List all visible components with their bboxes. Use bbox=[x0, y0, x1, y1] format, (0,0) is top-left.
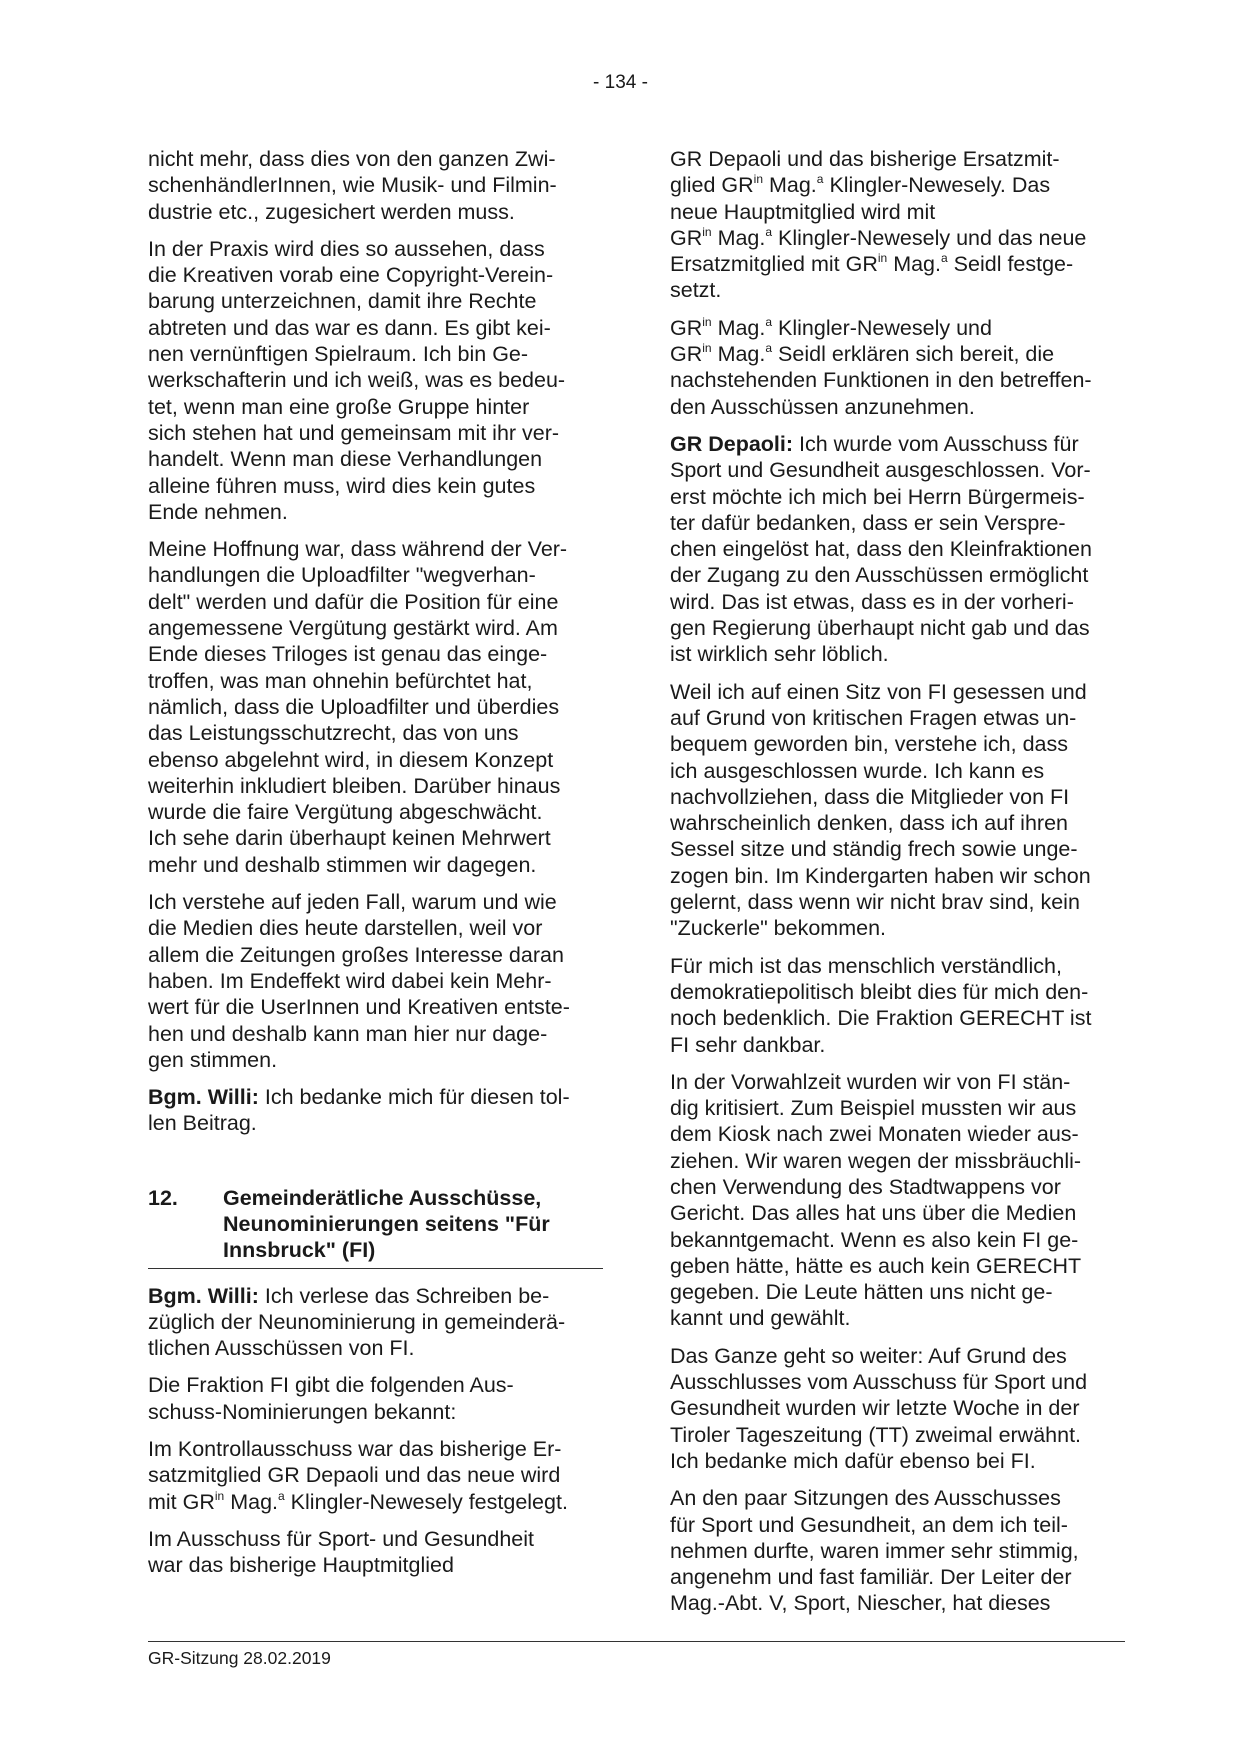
paragraph: Bgm. Willi: Ich verlese das Schreiben be- züglich der Neunominierung in gemeinderä- tlichen Ausschüssen von FI. bbox=[148, 1283, 566, 1361]
paragraph: Ich verstehe auf jeden Fall, warum und wie die Medien dies heute darstellen, weil vor allem die Zeitungen großes Interesse daran haben. Im Endeffekt wird dabei kein Mehr- wert für die UserInnen und Kreativen entste- hen und deshalb kann man hier nur dage- gen stimmen. bbox=[148, 890, 570, 1072]
paragraph: $GR^{in}$ Mag.$^a$ Klingler-Newesely und $GR^{in}$ Mag.$^a$ Seidl erklären sich bereit, die nachstehenden Funktionen in den betreffen- den Ausschüssen anzunehmen. bbox=[670, 314, 1092, 419]
section-heading bbox=[148, 1185, 603, 1269]
left-column bbox=[148, 146, 603, 1590]
paragraph: Die Fraktion FI gibt die folgenden Aus- schuss-Nominierungen bekannt: bbox=[148, 1373, 514, 1424]
paragraph: Meine Hoffnung war, dass während der Ver- handlungen die Uploadfilter "wegverhan- delt" werden und dafür die Position für eine angemessene Vergütung gestärkt wird. Am Ende dieses Triloges ist genau das einge- troffen, was man ohnehin befürchtet hat, nämlich, dass die Uploadfilter und überdies das Leistungsschutzrecht, das von uns ebenso abgelehnt wird, in diesem Konzept weiterhin inkludiert bleiben. Darüber hinaus wurde die faire Vergütung abgeschwächt. Ich sehe darin überhaupt keinen Mehrwert mehr und deshalb stimmen wir dagegen. bbox=[148, 537, 568, 877]
speaker-name: Bgm. Willi: bbox=[148, 1283, 259, 1308]
paragraph: nicht mehr, dass dies von den ganzen Zwi- schenhändlerInnen, wie Musik- und Filmin- dustrie etc., zugesichert werden muss. bbox=[148, 147, 557, 224]
paragraph: Im Ausschuss für Sport- und Gesundheit war das bisherige Hauptmitglied bbox=[148, 1526, 535, 1578]
paragraph: In der Praxis wird dies so aussehen, dass die Kreativen vorab eine Copyright-Verein- barung unterzeichnen, damit ihre Rechte abtreten und das war es dann. Es gibt kei- nen vernünftigen Spielraum. Ich bin Ge- werkschafterin und ich weiß, was es bedeu- tet, wenn man eine große Gruppe hinter sich stehen hat und gemeinsam mit ihr ver- handelt. Wenn man diese Verhandlungen alleine führen muss, wird dies kein gutes Ende nehmen. bbox=[148, 236, 566, 524]
right-column bbox=[670, 146, 1125, 1628]
footer-divider bbox=[148, 1641, 1125, 1642]
paragraph: Bgm. Willi: Ich bedanke mich für diesen tol- len Beitrag. bbox=[148, 1085, 570, 1136]
page-number: - 134 - bbox=[593, 72, 648, 93]
paragraph: GR Depaoli und das bisherige Ersatzmit- glied $GR^{in}$ Mag.$^a$ Klingler-Newesely. Das neue Hauptmitglied wird mit $GR^{in}$ Mag.$^a$ Klingler-Newesely und das neue Ersatzmitglied mit $GR^{in}$ Mag.$^a$ Seidl festge- setzt. bbox=[670, 147, 1087, 303]
speaker-name: GR Depaoli: bbox=[670, 431, 794, 456]
section-number: 12. bbox=[148, 1185, 178, 1210]
section-title: Gemeinderätliche Ausschüsse, Neunominierungen seitens "Für Innsbruck" (FI) bbox=[223, 1185, 550, 1263]
paragraph: In der Vorwahlzeit wurden wir von FI stän- dig kritisiert. Zum Beispiel mussten wir aus dem Kiosk nach zwei Monaten wieder aus- ziehen. Wir waren wegen der missbräuchli- chen Verwendung des Stadtwappens vor Gericht. Das alles hat uns über die Medien bekanntgemacht. Wenn es also kein FI ge- geben hätte, hätte es auch kein GERECHT gegeben. Die Leute hätten uns nicht ge- kannt und gewählt. bbox=[670, 1069, 1082, 1331]
paragraph: Für mich ist das menschlich verständlich, demokratiepolitisch bleibt dies für mich den- noch bedenklich. Die Fraktion GERECHT ist FI sehr dankbar. bbox=[670, 953, 1092, 1057]
footer-text: GR-Sitzung 28.02.2019 bbox=[148, 1648, 331, 1668]
paragraph: Weil ich auf einen Sitz von FI gesessen und auf Grund von kritischen Fragen etwas un- bequem geworden bin, verstehe ich, dass ich ausgeschlossen wurde. Ich kann es nachvollziehen, dass die Mitglieder von FI wahrscheinlich denken, dass ich auf ihren Sessel sitze und ständig frech sowie unge- zogen bin. Im Kindergarten haben wir schon gelernt, dass wenn wir nicht brav sind, kein "Zuckerle" bekommen. bbox=[670, 679, 1091, 941]
paragraph: GR Depaoli: Ich wurde vom Ausschuss für Sport und Gesundheit ausgeschlossen. Vor- erst möchte ich mich bei Herrn Bürgermeis- ter dafür bedanken, dass er sein Verspre- chen eingelöst hat, dass den Kleinfraktionen der Zugang zu den Ausschüssen ermöglicht wird. Das ist etwas, dass es in der vorheri- gen Regierung überhaupt nicht gab und das ist wirklich sehr löblich. bbox=[670, 431, 1092, 667]
paragraph: Im Kontrollausschuss war das bisherige Er- satzmitglied GR Depaoli und das neue wird mit $GR^{in}$ Mag.$^a$ Klingler-Newesely festgelegt. bbox=[148, 1437, 568, 1514]
paragraph: An den paar Sitzungen des Ausschusses für Sport und Gesundheit, an dem ich teil- nehmen durfte, waren immer sehr stimmig, angenehm und fast familiär. Der Leiter der Mag.-Abt. V, Sport, Niescher, hat dieses bbox=[670, 1486, 1079, 1616]
speaker-name: Bgm. Willi: bbox=[148, 1085, 259, 1110]
paragraph: Das Ganze geht so weiter: Auf Grund des Ausschlusses vom Ausschuss für Sport und Gesundheit wurden wir letzte Woche in der Tiroler Tageszeitung (TT) zweimal erwähnt. Ich bedanke mich dafür ebenso bei FI. bbox=[670, 1343, 1088, 1473]
